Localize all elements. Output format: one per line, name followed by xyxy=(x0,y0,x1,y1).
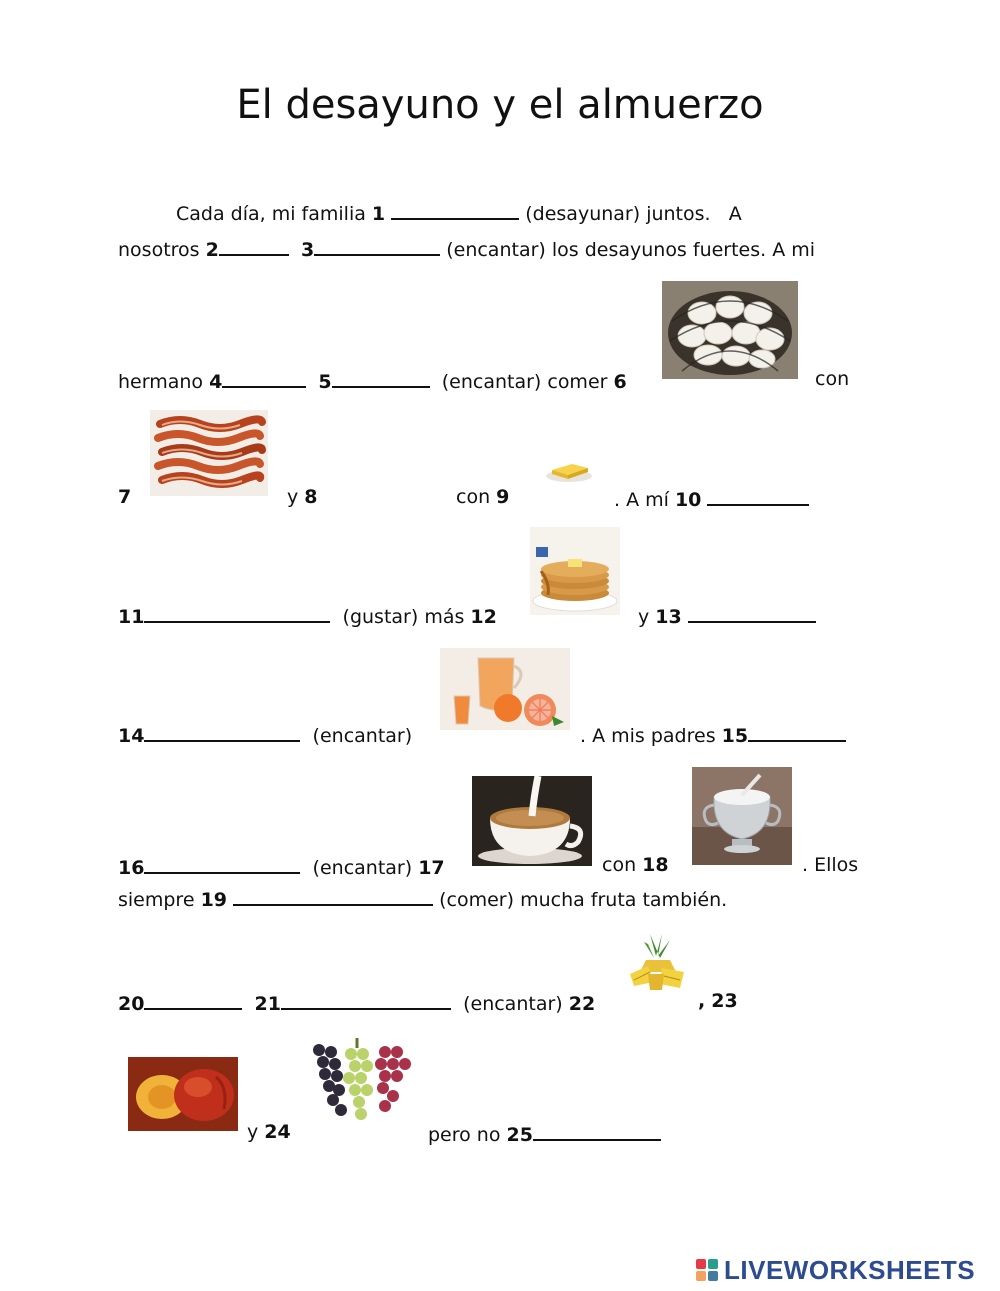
answer-blank-2[interactable] xyxy=(219,236,289,256)
blank-number: 16 xyxy=(118,857,145,879)
text: (gustar) más xyxy=(342,606,465,628)
pineapple-image xyxy=(626,932,688,992)
line-6-padres xyxy=(580,722,846,747)
line-7-con xyxy=(602,854,669,876)
blank-number: 1 xyxy=(371,203,386,225)
text: pero no xyxy=(428,1124,501,1146)
answer-blank-13[interactable] xyxy=(688,603,816,623)
blank-number: 14 xyxy=(118,725,145,747)
text: . A mí xyxy=(614,489,669,511)
line-9 xyxy=(118,990,595,1015)
logo-text: LIVEWORKSHEETS xyxy=(724,1254,976,1285)
blank-number: 6 xyxy=(613,371,627,393)
mango-image xyxy=(128,1057,238,1131)
text: (comer) mucha fruta también. xyxy=(439,889,728,911)
blank-number: 23 xyxy=(711,990,738,1012)
line-2 xyxy=(118,236,815,261)
text: (encantar) xyxy=(463,993,563,1015)
answer-blank-20[interactable] xyxy=(144,990,242,1010)
blank-number: 24 xyxy=(264,1121,291,1143)
bacon-image xyxy=(150,410,268,496)
logo-icon xyxy=(696,1259,718,1281)
line-10-y xyxy=(247,1121,291,1143)
answer-blank-14[interactable] xyxy=(144,722,300,742)
line-8 xyxy=(118,886,727,911)
page-title: El desayuno y el almuerzo xyxy=(236,82,764,128)
answer-blank-25[interactable] xyxy=(533,1121,661,1141)
pancakes-image xyxy=(530,527,620,615)
blank-number: 4 xyxy=(209,371,223,393)
answer-blank-21[interactable] xyxy=(281,990,451,1010)
blank-number: 10 xyxy=(674,489,702,511)
line-9-23 xyxy=(698,990,738,1012)
liveworksheets-logo xyxy=(696,1255,975,1285)
blank-number: 17 xyxy=(418,857,445,879)
butter-image xyxy=(544,456,594,484)
blank-number: 8 xyxy=(304,486,318,508)
blank-number: 15 xyxy=(721,725,749,747)
blank-number: 13 xyxy=(655,606,682,628)
line-10-pero xyxy=(428,1121,661,1146)
blank-number: 12 xyxy=(470,606,497,628)
sugar-bowl-image xyxy=(692,767,792,865)
text: y xyxy=(287,486,299,508)
text: (encantar) xyxy=(312,857,413,879)
line-5 xyxy=(118,603,497,628)
blank-number: 21 xyxy=(254,993,281,1015)
eggs-basket-image xyxy=(662,281,798,379)
blank-number: 7 xyxy=(118,486,132,508)
text: nosotros xyxy=(118,239,200,261)
line-4-ami xyxy=(614,486,809,511)
answer-blank-1[interactable] xyxy=(391,200,519,220)
coffee-with-milk-image xyxy=(472,776,592,866)
grapes-image xyxy=(305,1034,417,1126)
answer-blank-11[interactable] xyxy=(144,603,330,623)
text: Cada día, mi familia xyxy=(176,203,366,225)
text: con xyxy=(456,486,491,508)
blank-number: 2 xyxy=(205,239,219,261)
text: hermano xyxy=(118,371,204,393)
text: con xyxy=(602,854,637,876)
text: . Ellos xyxy=(802,854,859,876)
line-4-con xyxy=(456,486,509,508)
answer-blank-3[interactable] xyxy=(314,236,440,256)
text: . A mis padres xyxy=(580,725,716,747)
text: y xyxy=(638,606,650,628)
line-7 xyxy=(118,854,445,879)
blank-number: 11 xyxy=(118,606,145,628)
line-6 xyxy=(118,722,412,747)
orange-juice-image xyxy=(440,648,570,730)
text: A xyxy=(728,203,742,225)
answer-blank-15[interactable] xyxy=(748,722,846,742)
text: con xyxy=(815,368,850,390)
text: y xyxy=(247,1121,259,1143)
blank-number: 18 xyxy=(642,854,669,876)
line-1 xyxy=(176,200,742,225)
line-4-y xyxy=(287,486,318,508)
blank-number: 25 xyxy=(506,1124,533,1146)
answer-blank-19[interactable] xyxy=(233,886,433,906)
text: (encantar) los desayunos fuertes. A mi xyxy=(446,239,816,261)
answer-blank-5[interactable] xyxy=(332,368,430,388)
blank-number: 3 xyxy=(300,239,315,261)
text: (encantar) xyxy=(312,725,413,747)
blank-number: 5 xyxy=(318,371,332,393)
blank-number: 9 xyxy=(496,486,510,508)
answer-blank-4[interactable] xyxy=(222,368,306,388)
blank-number: 22 xyxy=(568,993,596,1015)
answer-blank-10[interactable] xyxy=(707,486,809,506)
blank-number: 20 xyxy=(118,993,145,1015)
comma: , xyxy=(698,990,706,1012)
text: (desayunar) juntos. xyxy=(525,203,711,225)
answer-blank-16[interactable] xyxy=(144,854,300,874)
blank-number: 19 xyxy=(200,889,228,911)
line-3 xyxy=(118,368,627,393)
text: (encantar) comer xyxy=(441,371,608,393)
line-5-y xyxy=(638,603,816,628)
text: siempre xyxy=(118,889,195,911)
